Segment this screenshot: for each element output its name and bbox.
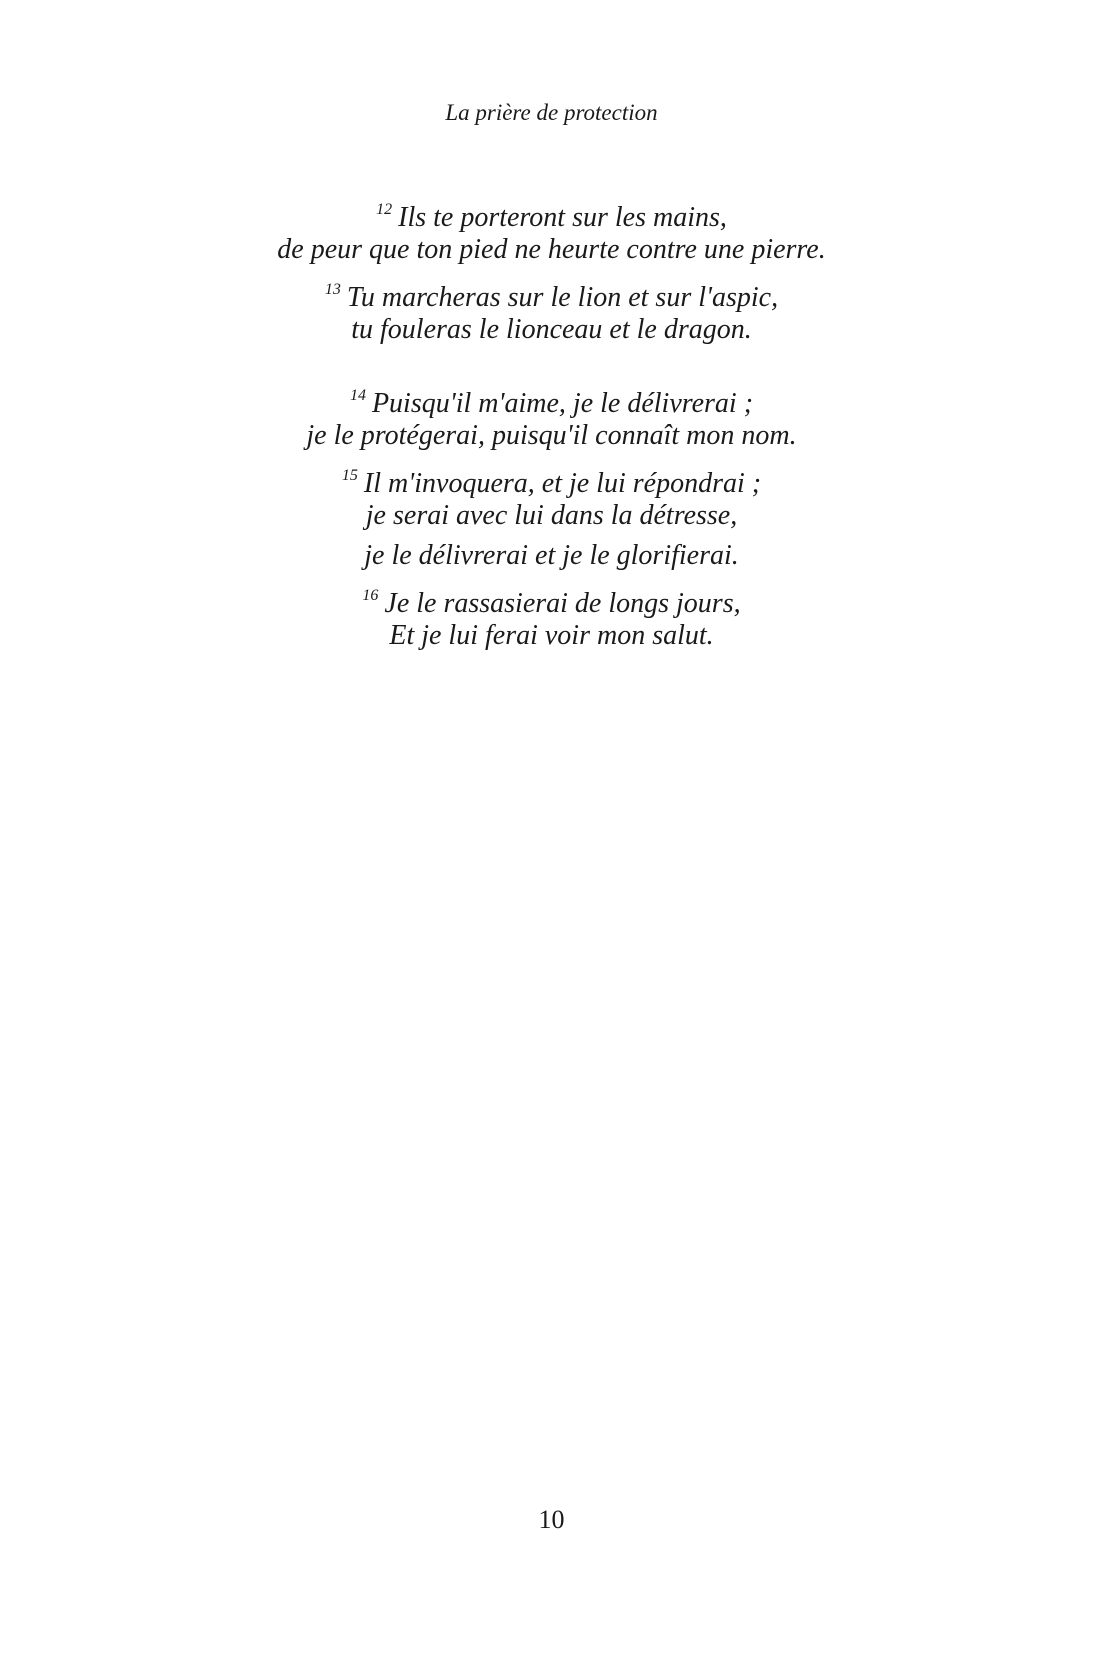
- stanza-1: [0, 190, 1103, 350]
- verse-line: [0, 230, 1103, 270]
- verse-number: 13: [324, 281, 341, 298]
- verse-text: Ils te porteront sur les mains,: [398, 202, 727, 233]
- verse-line: [0, 496, 1103, 536]
- verse-text: Et je lui ferai voir mon salut.: [389, 620, 714, 651]
- verse-line: [0, 576, 1103, 619]
- running-header: La prière de protection: [445, 100, 658, 125]
- verse-text: Puisqu'il m'aime, je le délivrerai ;: [371, 388, 754, 419]
- verse-number: 12: [376, 201, 393, 218]
- verse-text: Je le rassasierai de longs jours,: [384, 588, 741, 619]
- verse-line: [0, 190, 1103, 233]
- verse-text: je le délivrerai et je le glorifierai.: [364, 540, 739, 571]
- verse-text: tu fouleras le lionceau et le dragon.: [351, 314, 752, 345]
- verse-line: [0, 310, 1103, 350]
- verse-number: 15: [341, 467, 358, 484]
- verse-line: [0, 416, 1103, 456]
- verse-number: 16: [362, 587, 379, 604]
- verse-line: [0, 456, 1103, 499]
- page-number: 10: [538, 1505, 565, 1534]
- verse-line: [0, 270, 1103, 313]
- verse-text: Tu marcheras sur le lion et sur l'aspic,: [346, 282, 779, 313]
- verse-line: [0, 616, 1103, 656]
- verse-text: Il m'invoquera, et je lui répondrai ;: [363, 468, 762, 499]
- verse-text: de peur que ton pied ne heurte contre une pierre.: [277, 234, 826, 265]
- verse-line: [0, 536, 1103, 576]
- verse-line: [0, 376, 1103, 419]
- verse-text: je le protégerai, puisqu'il connaît mon nom.: [306, 420, 797, 451]
- verse-text: je serai avec lui dans la détresse,: [365, 500, 738, 531]
- verse-number: 14: [349, 387, 366, 404]
- stanza-2: [0, 376, 1103, 656]
